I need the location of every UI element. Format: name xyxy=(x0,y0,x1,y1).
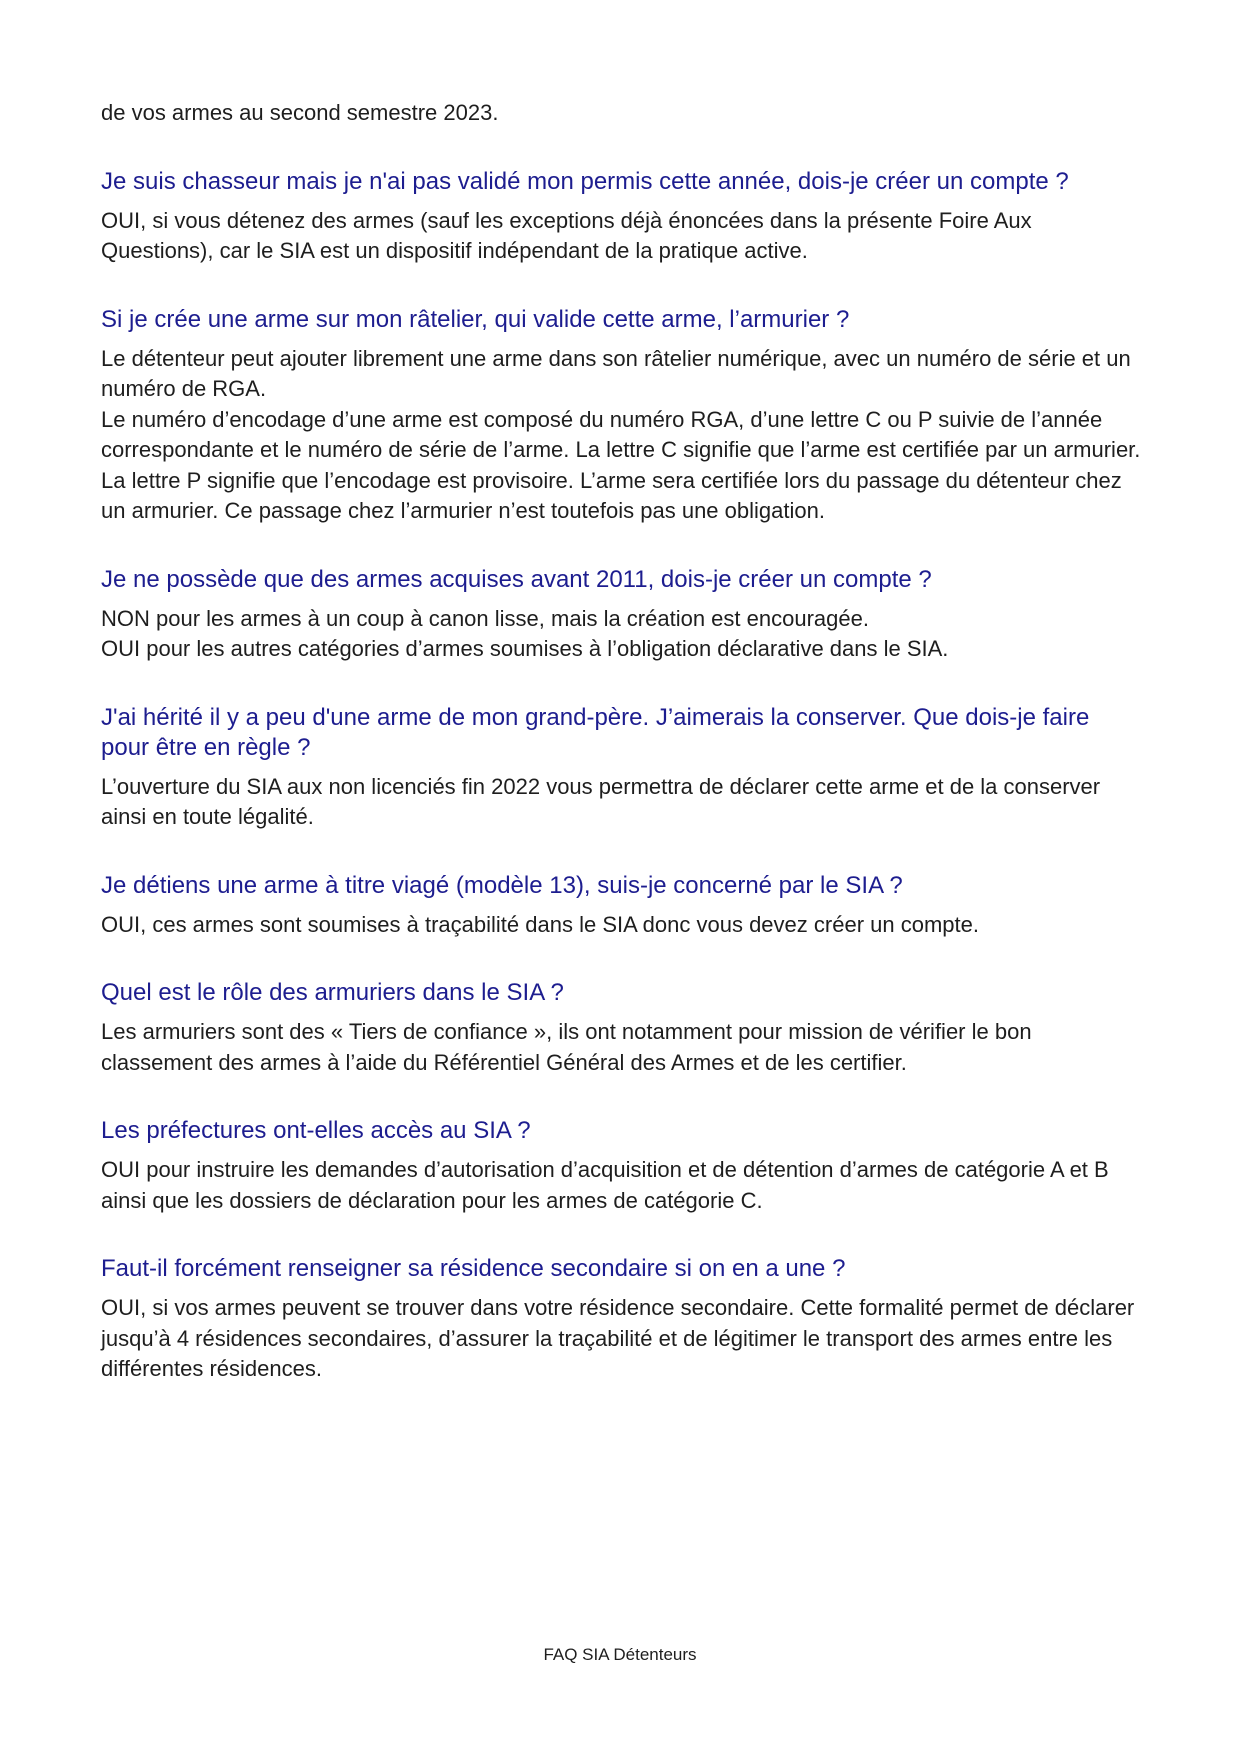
faq-question: Les préfectures ont-elles accès au SIA ? xyxy=(101,1117,531,1144)
faq-item xyxy=(101,871,1143,941)
faq-question: Quel est le rôle des armuriers dans le SIA ? xyxy=(101,979,564,1006)
faq-item xyxy=(101,305,1143,527)
faq-question: Je ne possède que des armes acquises avant 2011, dois-je créer un compte ? xyxy=(101,565,932,593)
faq-item xyxy=(101,703,1143,833)
document-body xyxy=(101,98,1143,1385)
faq-question: J'ai hérité il y a peu d'une arme de mon grand-père. J’aimerais la conserver. Que dois-je faire pour être en règle ? xyxy=(101,703,1090,761)
faq-answer: Le détenteur peut ajouter librement une arme dans son râtelier numérique, avec un numéro de série et un numéro de RGA. xyxy=(101,345,1131,401)
faq-question: Si je crée une arme sur mon râtelier, qui valide cette arme, l’armurier ? xyxy=(101,305,850,333)
faq-answer: Les armuriers sont des « Tiers de confiance », ils ont notamment pour mission de vérifier le bon classement des armes à l’aide du Référentiel Général des Armes et de les certifier. xyxy=(101,1019,1032,1075)
faq-answer: NON pour les armes à un coup à canon lisse, mais la création est encouragée. xyxy=(101,605,869,631)
faq-question: Faut-il forcément renseigner sa résidence secondaire si on en a une ? xyxy=(101,1255,846,1282)
faq-item xyxy=(101,167,1143,267)
faq-answer: OUI pour les autres catégories d’armes soumises à l’obligation déclarative dans le SIA. xyxy=(101,636,949,661)
intro-text: de vos armes au second semestre 2023. xyxy=(101,100,499,125)
faq-answer: OUI pour instruire les demandes d’autorisation d’acquisition et de détention d’armes de catégorie A et B ainsi que les dossiers de déclaration pour les armes de catégorie C. xyxy=(101,1157,1109,1213)
faq-answer: L’ouverture du SIA aux non licenciés fin 2022 vous permettra de déclarer cette arme et de la conserver ainsi en toute légalité. xyxy=(101,773,1101,829)
faq-item xyxy=(101,1116,1143,1216)
faq-item xyxy=(101,565,1143,665)
faq-answer: OUI, si vos armes peuvent se trouver dans votre résidence secondaire. Cette formalité permet de déclarer jusqu’à 4 résidences secondaires, d’assurer la traçabilité et de légitimer le transport des armes entre les différentes résidences. xyxy=(101,1295,1135,1381)
faq-question: Je détiens une arme à titre viagé (modèle 13), suis-je concerné par le SIA ? xyxy=(101,871,903,899)
faq-answer: Le numéro d’encodage d’une arme est composé du numéro RGA, d’une lettre C ou P suivie de l’année correspondante et le numéro de série de l’arme. La lettre C signifie que l’arme est certifiée par un armurier. La lettre P signifie que l’encodage est provisoire. L’arme sera certifiée lors du passage du détenteur chez un armurier. Ce passage chez l’armurier n’est toutefois pas une obligation. xyxy=(101,406,1141,523)
faq-question: Je suis chasseur mais je n'ai pas validé mon permis cette année, dois-je créer un compte ? xyxy=(101,167,1069,195)
faq-item xyxy=(101,1254,1143,1385)
faq-item xyxy=(101,978,1143,1078)
faq-answer: OUI, ces armes sont soumises à traçabilité dans le SIA donc vous devez créer un compte. xyxy=(101,911,979,937)
page-footer: FAQ SIA Détenteurs xyxy=(543,1645,697,1664)
faq-answer: OUI, si vous détenez des armes (sauf les exceptions déjà énoncées dans la présente Foire Aux Questions), car le SIA est un dispositif indépendant de la pratique active. xyxy=(101,207,1032,263)
